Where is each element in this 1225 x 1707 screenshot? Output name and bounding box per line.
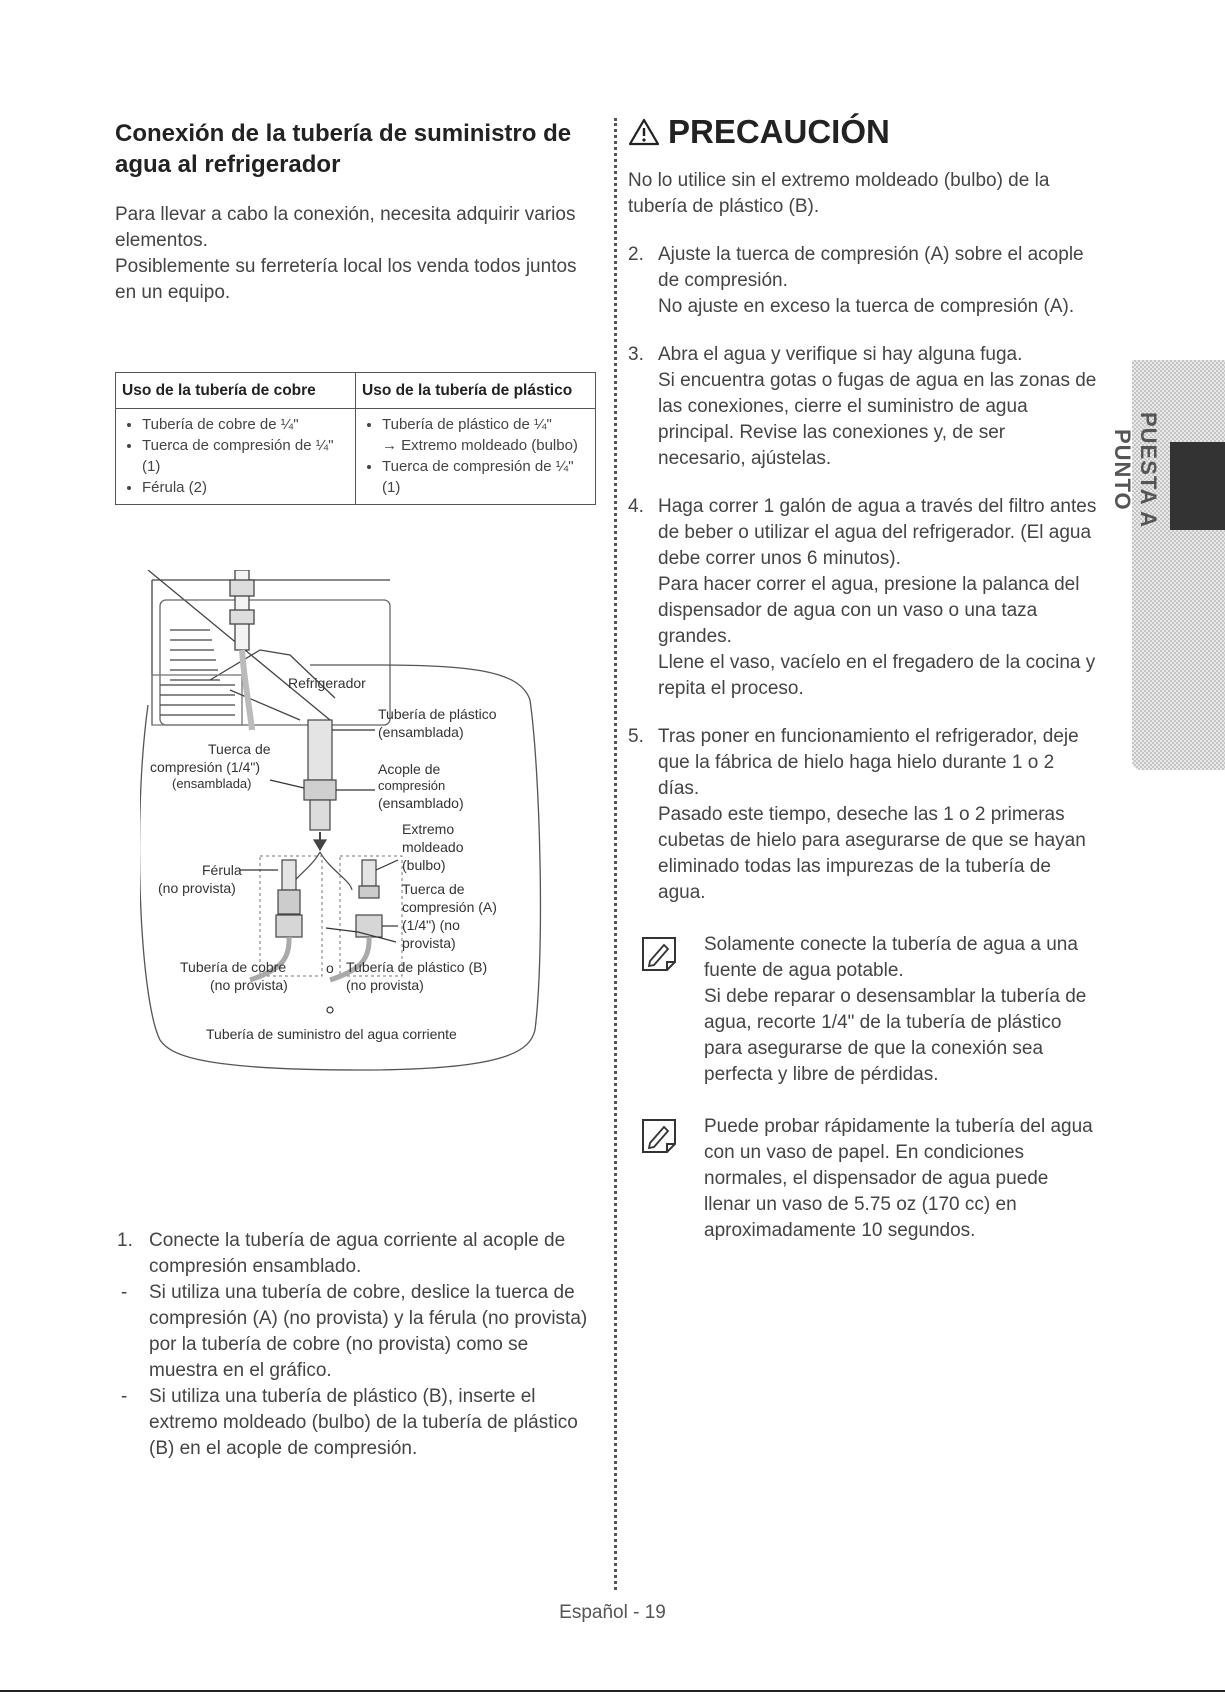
bottom-rule	[0, 1690, 1225, 1692]
dash-marker: -	[121, 1282, 128, 1303]
label-coupling-title: Acople de	[378, 761, 441, 777]
table-header-copper: Uso de la tubería de cobre	[116, 373, 356, 409]
list-item: • Tuerca de compresión de ¼" (1)	[382, 456, 589, 498]
label-coupling-state: (ensamblado)	[378, 795, 464, 811]
copper-items-cell	[116, 409, 356, 505]
note-icon	[640, 1117, 678, 1155]
step-number: 3.	[628, 344, 644, 365]
label-nut-A: Tuerca de compresión (A) (1/4") (no provista)	[402, 881, 497, 951]
list-item-text: Tubería de plástico de ¼"	[382, 416, 552, 433]
step-text: Si utiliza una tubería de plástico (B), inserte el extremo moldeado (bulbo) de la tubería de plástico (B) en el acople de compresión.	[149, 1386, 578, 1459]
intro-paragraph: Posiblemente su ferretería local los venda todos juntos en un equipo.	[115, 256, 577, 303]
note-1	[628, 932, 1098, 1088]
label-comp-nut-title: Tuerca de	[208, 741, 271, 757]
table-row	[116, 409, 596, 505]
step-text: Si utiliza una tubería de cobre, deslice la tuerca de compresión (A) (no provista) y la férula (no provista) por la tubería de cobre (no provista) como se muestra en el gráfico.	[149, 1282, 588, 1381]
step-text: Llene el vaso, vacíelo en el fregadero de la cocina y repita el proceso.	[658, 652, 1096, 699]
step-2	[628, 242, 1098, 320]
step-number: 4.	[628, 496, 644, 517]
parts-table	[115, 372, 596, 505]
list-item: • Tuerca de compresión de ¼" (1)	[142, 435, 349, 477]
side-tab-label: PUESTA A PUNTO	[1110, 412, 1161, 528]
dash-marker: -	[121, 1386, 128, 1407]
page-footer: Español - 19	[559, 1602, 666, 1623]
note-text: Solamente conecte la tubería de agua a una fuente de agua potable.	[704, 934, 1078, 981]
label-coupling-sub: compresión	[378, 778, 446, 793]
label-ferrule: Férula	[202, 862, 242, 878]
right-column	[628, 113, 1098, 1244]
intro-paragraph: Para llevar a cabo la conexión, necesita adquirir varios elementos.	[115, 204, 576, 251]
step-text: Pasado este tiempo, deseche las 1 o 2 primeras cubetas de hielo para asegurarse de que se hayan eliminado todas las impurezas de la tubería de agua.	[658, 804, 1086, 903]
intro-text	[115, 202, 595, 306]
label-plastic-pipe: Tubería de plástico (ensamblada)	[378, 706, 497, 740]
step-1-dash-copper	[115, 1280, 595, 1384]
step-1-item	[115, 1228, 595, 1280]
left-column	[115, 118, 595, 505]
connection-diagram	[140, 570, 580, 1150]
label-copper-pipe: Tubería de cobre	[180, 959, 287, 975]
step-text: Haga correr 1 galón de agua a través del filtro antes de beber o utilizar el agua del refrigerador. (El agua debe correr unos 6 minutos).	[658, 496, 1097, 569]
label-refrigerator: Refrigerador	[288, 675, 366, 691]
table-header-row	[116, 373, 596, 409]
step-text: No ajuste en exceso la tuerca de compresión (A).	[658, 296, 1075, 317]
step-text: Ajuste la tuerca de compresión (A) sobre el acople de compresión.	[658, 244, 1084, 291]
step-text: Si encuentra gotas o fugas de agua en las zonas de las conexiones, cierre el suministro de agua principal. Revise las conexiones y, de ser necesario, ajústelas.	[658, 370, 1097, 469]
label-plastic-B: Tubería de plástico (B)	[346, 959, 488, 975]
step-text: Conecte la tubería de agua corriente al acople de compresión ensamblado.	[149, 1230, 566, 1277]
list-item: • Férula (2)	[142, 477, 349, 498]
caution-title: PRECAUCIÓN	[668, 113, 890, 150]
list-item: • Tubería de cobre de ¼"	[142, 414, 349, 435]
step-4	[628, 494, 1098, 702]
label-ferrule-note: (no provista)	[158, 880, 236, 896]
caution-text: No lo utilice sin el extremo moldeado (bulbo) de la tubería de plástico (B).	[628, 170, 1050, 217]
step-number: 1.	[117, 1230, 133, 1251]
label-or: o	[326, 960, 334, 976]
note-2	[628, 1114, 1098, 1244]
step-1	[115, 1228, 595, 1462]
label-molded-end: Extremo moldeado (bulbo)	[402, 821, 464, 873]
list-subitem: → Extremo moldeado (bulbo)	[382, 437, 578, 454]
step-number: 5.	[628, 726, 644, 747]
table-header-plastic: Uso de la tubería de plástico	[356, 373, 596, 409]
step-text: Para hacer correr el agua, presione la palanca del dispensador de agua con un vaso o una taza grandes.	[658, 574, 1080, 647]
caution-heading	[628, 113, 1098, 150]
note-text: Si debe reparar o desensamblar la tubería de agua, recorte 1/4" de la tubería de plástico para asegurarse de que la conexión sea perfecta y libre de pérdidas.	[704, 986, 1087, 1085]
column-divider	[614, 118, 617, 1590]
plastic-items-cell	[356, 409, 596, 505]
label-supply-pipe: Tubería de suministro del agua corriente	[206, 1026, 457, 1042]
diagram-illustration	[140, 570, 580, 1150]
step-3	[628, 342, 1098, 472]
label-plastic-B-note: (no provista)	[346, 977, 424, 993]
warning-icon	[628, 118, 660, 146]
note-icon	[640, 935, 678, 973]
step-5	[628, 724, 1098, 906]
label-copper-note: (no provista)	[210, 977, 288, 993]
label-comp-nut-state: (ensamblada)	[172, 776, 252, 791]
section-title: Conexión de la tubería de suministro de agua al refrigerador	[115, 120, 572, 178]
step-number: 2.	[628, 244, 644, 265]
list-item	[382, 414, 589, 456]
step-1-dash-plastic	[115, 1384, 595, 1462]
label-comp-nut-size: compresión (1/4")	[150, 759, 261, 775]
step-text: Abra el agua y verifique si hay alguna fuga.	[658, 344, 1023, 365]
note-text: Puede probar rápidamente la tubería del agua con un vaso de papel. En condiciones normales, el dispensador de agua puede llenar un vaso de 5.75 oz (170 cc) en aproximadamente 10 segundos.	[704, 1116, 1093, 1241]
step-text: Tras poner en funcionamiento el refrigerador, deje que la fábrica de hielo haga hielo durante 1 o 2 días.	[658, 726, 1079, 799]
